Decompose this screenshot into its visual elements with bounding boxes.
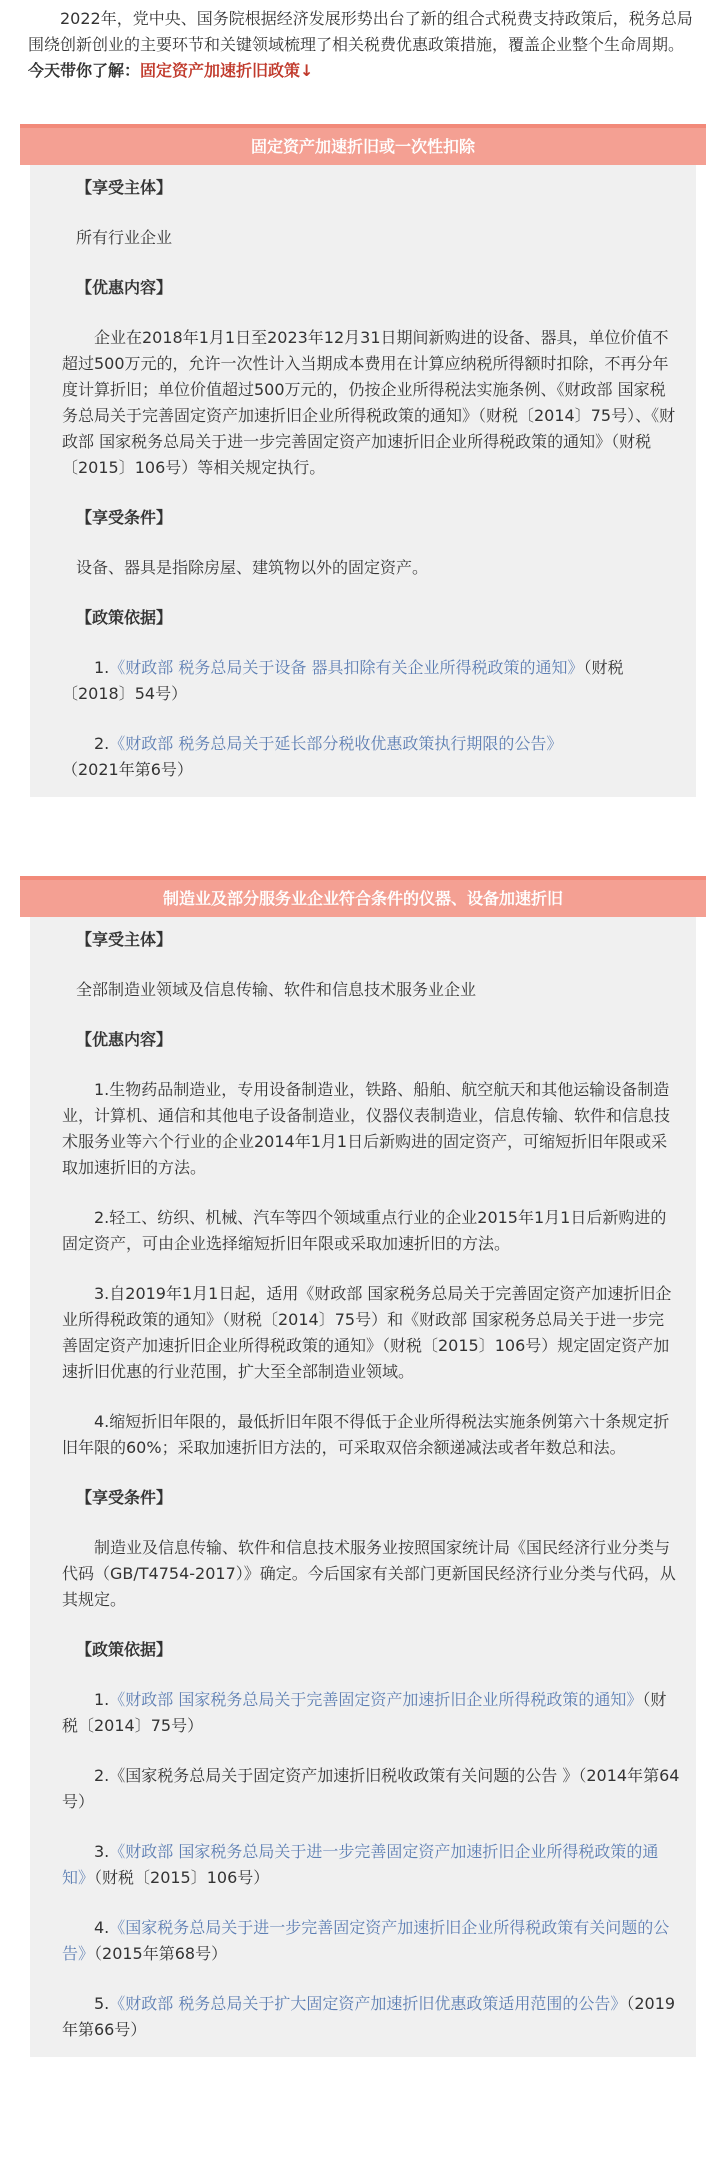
section-accelerated-depreciation (20, 124, 706, 797)
basis-tail: （2021年第6号） (62, 760, 193, 779)
heading-subject: 【享受主体】 (76, 178, 173, 197)
heading-condition: 【享受条件】 (76, 1488, 173, 1507)
condition-text: 设备、器具是指除房屋、建筑物以外的固定资产。 (76, 558, 429, 577)
intro-lead: 今天带你了解： (28, 61, 141, 80)
basis-item (62, 1991, 680, 2043)
basis-item (62, 1763, 680, 1815)
basis-tail: （2019年第66号） (62, 1994, 676, 2039)
heading-subject: 【享受主体】 (76, 930, 173, 949)
basis-item (62, 1687, 680, 1739)
intro-highlight: 固定资产加速折旧政策↓ (140, 61, 314, 80)
heading-basis: 【政策依据】 (76, 608, 173, 627)
basis-tail: 《国家税务总局关于固定资产加速折旧税收政策有关问题的公告 》（2014年第64号） (62, 1766, 680, 1811)
basis-item (62, 731, 680, 783)
content-text: 企业在2018年1月1日至2023年12月31日期间新购进的设备、器具，单位价值不超过500万元的，允许一次性计入当期成本费用在计算应纳税所得额时扣除，不再分年度计算折旧；单位价值超过500万元的，仍按企业所得税法实施条例、《财政部 国家税务总局关于完善固定资产加速折旧企业所得税政策的通知》（财税〔2014〕75号）、《财政部 国家税务总局关于进一步完善固定资产加速折旧企业所得税政策的通知》（财税〔2015〕106号）等相关规定执行。 (62, 328, 676, 477)
intro-text: 2022年，党中央、国务院根据经济发展形势出台了新的组合式税费支持政策后，税务总局围绕创新创业的主要环节和关键领域梳理了相关税费优惠政策措施，覆盖企业整个生命周期。 (28, 9, 693, 54)
content-item: 3.自2019年1月1日起，适用《财政部 国家税务总局关于完善固定资产加速折旧企业所得税政策的通知》（财税〔2014〕75号）和《财政部 国家税务总局关于进一步完善固定资产加速折旧企业所得税政策的通知》（财税〔2015〕106号）规定固定资产加速折旧优惠的行业范围，扩大至全部制造业领域。 (62, 1284, 672, 1381)
basis-link[interactable]: 《财政部 国家税务总局关于完善固定资产加速折旧企业所得税政策的通知》 (109, 1690, 643, 1709)
basis-link[interactable]: 《财政部 国家税务总局关于进一步完善固定资产加速折旧企业所得税政策的通知》 (62, 1842, 659, 1887)
basis-number: 5. (94, 1994, 110, 2013)
basis-number: 1. (94, 658, 110, 677)
content-item: 1.生物药品制造业，专用设备制造业，铁路、船舶、航空航天和其他运输设备制造业，计算机、通信和其他电子设备制造业，仪器仪表制造业，信息传输、软件和信息技术服务业等六个行业的企业2014年1月1日后新购进的固定资产，可缩短折旧年限或采取加速折旧的方法。 (62, 1080, 671, 1177)
heading-basis: 【政策依据】 (76, 1640, 173, 1659)
section-manufacturing-depreciation (20, 876, 706, 2057)
basis-number: 1. (94, 1690, 110, 1709)
basis-item (62, 1915, 680, 1967)
basis-tail: （2015年第68号） (94, 1944, 228, 1963)
section-1-card (30, 165, 696, 797)
basis-link[interactable]: 《财政部 税务总局关于延长部分税收优惠政策执行期限的公告》 (109, 734, 563, 753)
basis-number: 3. (94, 1842, 110, 1861)
content-item: 4.缩短折旧年限的，最低折旧年限不得低于企业所得税法实施条例第六十条规定折旧年限的60%；采取加速折旧方法的，可采取双倍余额递减法或者年数总和法。 (62, 1412, 670, 1457)
basis-number: 2. (94, 734, 110, 753)
basis-link[interactable]: 《国家税务总局关于进一步完善固定资产加速折旧企业所得税政策有关问题的公告》 (62, 1918, 670, 1963)
subject-text: 所有行业企业 (76, 228, 173, 247)
basis-tail: （财税〔2015〕106号） (94, 1868, 270, 1887)
condition-text: 制造业及信息传输、软件和信息技术服务业按照国家统计局《国民经济行业分类与代码（GB/T4754-2017）》确定。今后国家有关部门更新国民经济行业分类与代码，从其规定。 (62, 1538, 676, 1609)
basis-link[interactable]: 《财政部 税务总局关于扩大固定资产加速折旧优惠政策适用范围的公告》 (109, 1994, 627, 2013)
basis-item (62, 655, 680, 707)
subject-text: 全部制造业领域及信息传输、软件和信息技术服务业企业 (76, 980, 477, 999)
basis-tail: （财税〔2018〕54号） (62, 658, 624, 703)
basis-number: 2. (94, 1766, 110, 1785)
section-1-title: 固定资产加速折旧或一次性扣除 (20, 124, 706, 165)
basis-number: 4. (94, 1918, 110, 1937)
basis-item (62, 1839, 680, 1891)
heading-condition: 【享受条件】 (76, 508, 173, 527)
section-2-title: 制造业及部分服务业企业符合条件的仪器、设备加速折旧 (20, 876, 706, 917)
section-2-card (30, 917, 696, 2057)
heading-content: 【优惠内容】 (76, 278, 173, 297)
basis-tail: （财税〔2014〕75号） (62, 1690, 667, 1735)
intro-paragraph (28, 6, 698, 84)
content-item: 2.轻工、纺织、机械、汽车等四个领域重点行业的企业2015年1月1日后新购进的固定资产，可由企业选择缩短折旧年限或采取加速折旧的方法。 (62, 1208, 667, 1253)
basis-link[interactable]: 《财政部 税务总局关于设备 器具扣除有关企业所得税政策的通知》 (109, 658, 584, 677)
heading-content: 【优惠内容】 (76, 1030, 173, 1049)
